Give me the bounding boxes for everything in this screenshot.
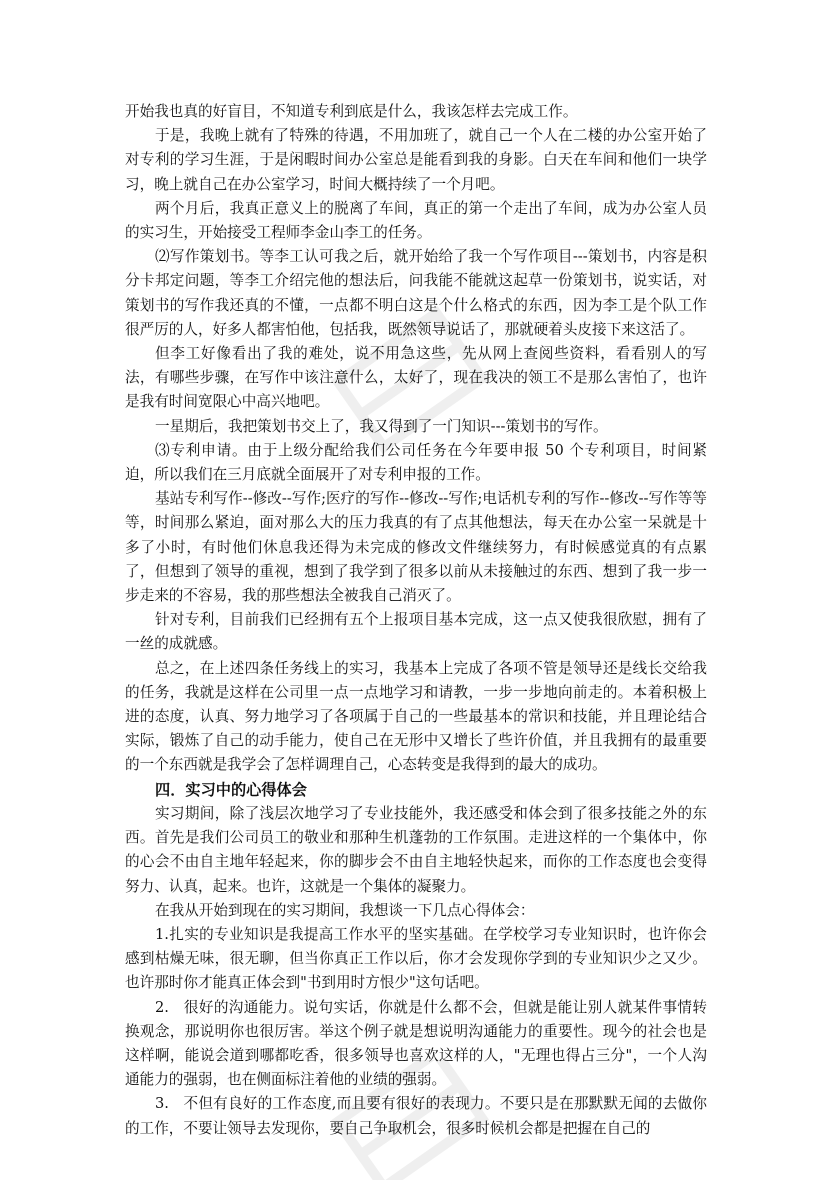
paragraph: 但李工好像看出了我的难处，说不用急这些，先从网上查阅些资料，看看别人的写法，有哪些步骤，在写作中该注意什么，太好了，现在我决的领工不是那么害怕了，也许是我有时间宽限心中高兴地吧。 [125,345,707,411]
paragraph: 总之，在上述四条任务线上的实习，我基本上完成了各项不管是领导还是线长交给我的任务，我就是这样在公司里一点一点地学习和请教，一步一步地向前走的。本着积极上进的态度，认真、努力地学习了各项属于自己的一些最基本的常识和技能，并且理论结合实际，锻炼了自己的动手能力，使自己在无形中又增长了些许价值，并且我拥有的最重要的一个东西就是我学会了怎样调理自己，心态转变是我得到的最大的成功。 [125,659,707,774]
document-page [125,100,707,1141]
paragraph: 3. 不但有良好的工作态度,而且要有很好的表现力。不要只是在那默默无闻的去做你的工作，不要让领导去发现你，要自己争取机会，很多时候机会都是把握在自己的 [125,1095,707,1137]
paragraph: 开始我也真的好盲目，不知道专利到底是什么，我该怎样去完成工作。 [125,103,578,120]
paragraph: ⑶专利申请。由于上级分配给我们公司任务在今年要申报 50 个专利项目，时间紧迫，所以我们在三月底就全面展开了对专利申报的工作。 [125,441,707,484]
paragraph: 2. 很好的沟通能力。说句实话，你就是什么都不会，但就是能让别人就某件事情转换观念，那说明你也很厉害。举这个例子就是想说明沟通能力的重要性。现今的社会也是这样啊，能说会道到哪都吃香，很多领导也喜欢这样的人，"无理也得占三分"，一个人沟通能力的强弱，也在侧面标注着他的业绩的强弱。 [125,998,707,1089]
section-heading: 四．实习中的心得体会 [155,780,307,799]
body-text-bottom [125,802,707,1141]
paragraph: ⑵写作策划书。等李工认可我之后，就开始给了我一个写作项目---策划书，内容是积分卡邦定问题，等李工介绍完他的想法后，问我能不能就这起草一份策划书，说实话，对策划书的写作我还真的不懂，一点都不明白这是个什么格式的东西，因为李工是个队工作很严厉的人，好多人都害怕他，包括我，既然领导说话了，那就硬着头皮接下来这活了。 [125,248,707,338]
paragraph: 在我从开始到现在的实习期间，我想谈一下几点心得体会： [155,901,535,919]
paragraph: 针对专利，目前我们已经拥有五个上报项目基本完成，这一点又使我很欣慰，拥有了一丝的成就感。 [125,611,707,653]
paragraph: 两个月后，我真正意义上的脱离了车间，真正的第一个走出了车间，成为办公室人员的实习生，开始接受工程师李金山李工的任务。 [125,199,707,242]
paragraph: 1.扎实的专业知识是我提高工作水平的坚实基础。在学校学习专业知识时，也许你会感到枯燥无味，很无聊，但当你真正工作以后，你才会发现你学到的专业知识少之又少。也许那时你才能真正体会到"书到用时方恨少"这句话吧。 [125,925,707,992]
body-text-top [125,100,707,778]
paragraph: 于是，我晚上就有了特殊的待遇，不用加班了，就自己一个人在二楼的办公室开始了对专利的学习生涯，于是闲暇时间办公室总是能看到我的身影。白天在车间和他们一块学习，晚上就自己在办公室学习，时间大概持续了一个月吧。 [125,127,707,193]
paragraph: 一星期后，我把策划书交上了，我又得到了一门知识---策划书的写作。 [155,417,608,435]
paragraph: 基站专利写作--修改--写作;医疗的写作--修改--写作;电话机专利的写作--修改--写作等等等，时间那么紧迫，面对那么大的压力我真的有了点其他想法，每天在办公室一呆就是十多了小时，有时他们休息我还得为未完成的修改文件继续努力，有时候感觉真的有点累了，但想到了领导的重视，想到了我学到了很多以前从未接触过的东西、想到了我一步一步走来的不容易，我的那些想法全被我自己消灭了。 [125,490,707,605]
paragraph: 实习期间，除了浅层次地学习了专业技能外，我还感受和体会到了很多技能之外的东西。首先是我们公司员工的敬业和那种生机蓬勃的工作氛围。走进这样的一个集体中，你的心会不由自主地年轻起来，你的脚步会不由自主地轻快起来，而你的工作态度也会变得努力、认真，起来。也许，这就是一个集体的凝聚力。 [125,804,707,895]
